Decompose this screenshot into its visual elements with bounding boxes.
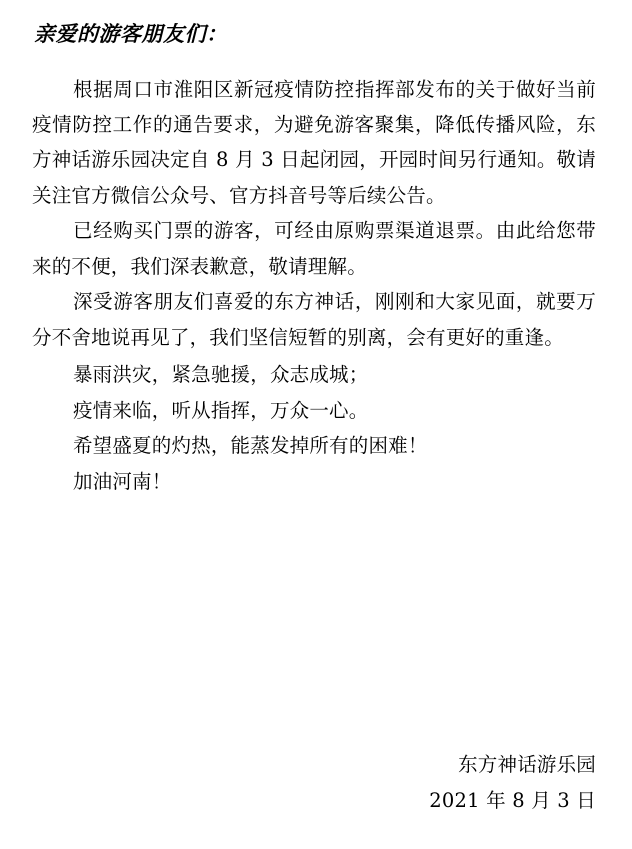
signature-organization: 东方神话游乐园	[458, 752, 596, 776]
slogan-line-4: 加油河南！	[72, 469, 172, 493]
slogan-line-3: 希望盛夏的灼热，能蒸发掉所有的困难！	[72, 434, 428, 458]
slogan-line-2: 疫情来临，听从指挥，万众一心。	[72, 398, 369, 422]
paragraph-3: 深受游客朋友们喜爱的东方神话，刚刚和大家见面，就要万分不舍地说再见了，我们坚信短暂的别离，会有更好的重逢。	[32, 290, 596, 349]
slogan-line-1: 暴雨洪灾，紧急驰援，众志成城；	[72, 363, 369, 387]
document-body	[32, 72, 596, 500]
slogan-block	[32, 357, 596, 499]
paragraph-1: 根据周口市淮阳区新冠疫情防控指挥部发布的关于做好当前疫情防控工作的通告要求，为避免游客聚集，降低传播风险，东方神话游乐园决定自 8 月 3 日起闭园，开园时间另行通知。敬请关注官方微信公众号、官方抖音号等后续公告。	[32, 77, 596, 207]
salutation: 亲爱的游客朋友们：	[34, 21, 228, 46]
signature-block	[429, 747, 596, 819]
paragraph-2: 已经购买门票的游客，可经由原购票渠道退票。由此给您带来的不便，我们深表歉意，敬请理解。	[32, 219, 596, 278]
signature-date: 2021 年 8 月 3 日	[429, 788, 596, 812]
